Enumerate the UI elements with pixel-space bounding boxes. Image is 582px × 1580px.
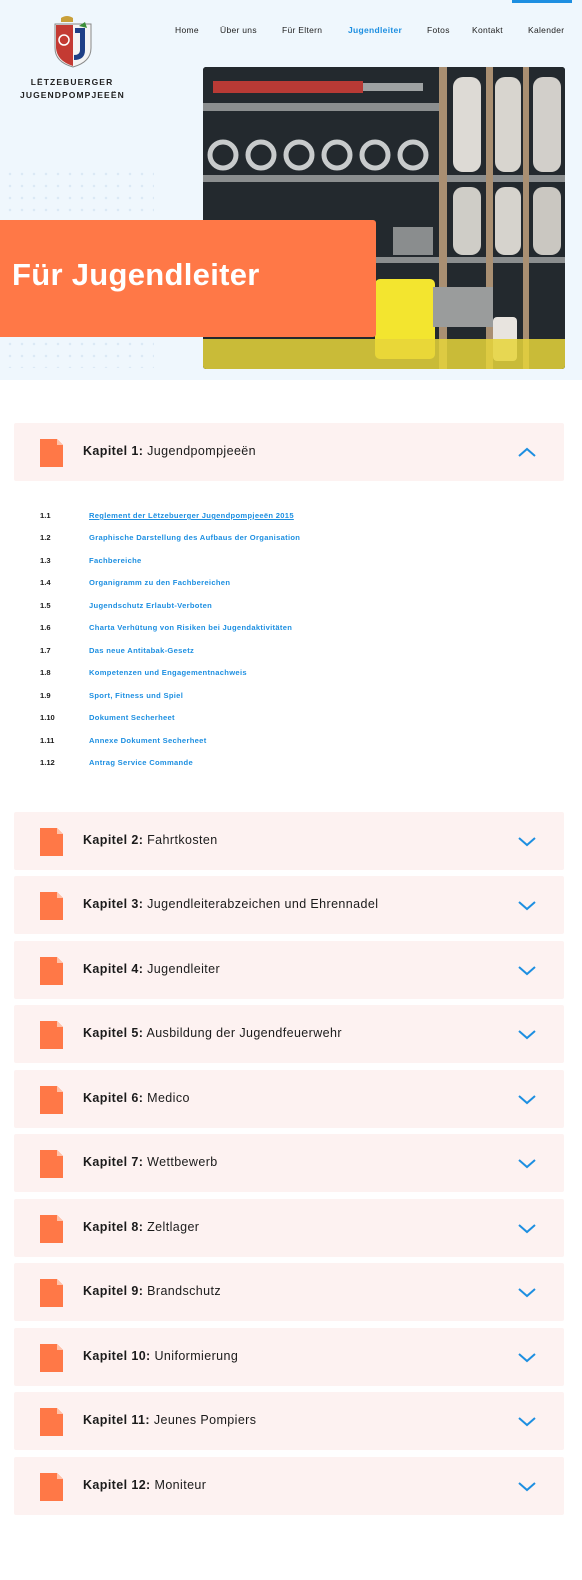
logo-text-line1: LËTZEBUERGER — [30, 77, 114, 87]
document-link[interactable]: Charta Verhütung von Risiken bei Jugendaktivitäten — [89, 623, 293, 632]
main-nav — [164, 25, 582, 39]
chevron-down-icon[interactable] — [517, 1286, 537, 1298]
nav-item-kalender[interactable]: Kalender — [528, 25, 565, 35]
document-icon — [40, 1150, 63, 1178]
document-link[interactable]: Sport, Fitness und Spiel — [89, 691, 184, 700]
chapter-11-header[interactable] — [14, 1392, 564, 1450]
nav-item-kontakt[interactable]: Kontakt — [472, 25, 503, 35]
chapter-title: Kapitel 8: Zeltlager — [83, 1220, 200, 1234]
chapter-title: Kapitel 12: Moniteur — [83, 1478, 207, 1492]
chapter-title: Kapitel 1: Jugendpompjeeën — [83, 444, 257, 458]
list-item: 1.1 Reglement der Lëtzebuerger Jugendpompjeeën 2015 — [40, 511, 294, 520]
document-link[interactable]: Dokument Secherheet — [89, 713, 175, 722]
chevron-down-icon[interactable] — [517, 899, 537, 911]
list-item: 1.6 Charta Verhütung von Risiken bei Jugendaktivitäten — [40, 623, 293, 632]
chapter-4-header[interactable] — [14, 941, 564, 999]
chapter-title: Kapitel 2: Fahrtkosten — [83, 833, 218, 847]
decorative-dots — [4, 168, 154, 216]
chapter-6-header[interactable] — [14, 1070, 564, 1128]
nav-item-fotos[interactable]: Fotos — [427, 25, 450, 35]
chapter-5-header[interactable] — [14, 1005, 564, 1063]
chapter-2-header[interactable] — [14, 812, 564, 870]
nav-item-home[interactable]: Home — [175, 25, 199, 35]
list-item: 1.11 Annexe Dokument Secherheet — [40, 736, 207, 745]
document-link[interactable]: Jugendschutz Erlaubt-Verboten — [89, 601, 213, 610]
chapter-title: Kapitel 5: Ausbildung der Jugendfeuerwehr — [83, 1026, 342, 1040]
chapter-10-header[interactable] — [14, 1328, 564, 1386]
chapter-title: Kapitel 6: Medico — [83, 1091, 190, 1105]
chapter-9-header[interactable] — [14, 1263, 564, 1321]
chapter-12-header[interactable] — [14, 1457, 564, 1515]
list-item: 1.12 Antrag Service Commande — [40, 758, 193, 767]
chapter-3-header[interactable] — [14, 876, 564, 934]
document-link[interactable]: Organigramm zu den Fachbereichen — [89, 578, 231, 587]
document-icon — [40, 1279, 63, 1307]
logo-text-line2: JUGENDPOMPJEEËN — [20, 90, 125, 100]
list-item: 1.5 Jugendschutz Erlaubt-Verboten — [40, 601, 213, 610]
chevron-up-icon[interactable] — [517, 446, 537, 458]
document-icon — [40, 828, 63, 856]
chapter-title: Kapitel 9: Brandschutz — [83, 1284, 222, 1298]
document-link[interactable]: Antrag Service Commande — [89, 758, 193, 767]
list-item: 1.7 Das neue Antitabak-Gesetz — [40, 646, 195, 655]
document-link[interactable]: Annexe Dokument Secherheet — [89, 736, 207, 745]
chapter-1-header[interactable] — [14, 423, 564, 481]
chevron-down-icon[interactable] — [517, 964, 537, 976]
list-item: 1.9 Sport, Fitness und Spiel — [40, 691, 184, 700]
chevron-down-icon[interactable] — [517, 1028, 537, 1040]
document-link[interactable]: Kompetenzen und Engagementnachweis — [89, 668, 247, 677]
chapter-7-header[interactable] — [14, 1134, 564, 1192]
document-icon — [40, 957, 63, 985]
chevron-down-icon[interactable] — [517, 1351, 537, 1363]
list-item: 1.4 Organigramm zu den Fachbereichen — [40, 578, 231, 587]
document-icon — [40, 892, 63, 920]
list-item: 1.3 Fachbereiche — [40, 556, 142, 565]
hero-banner — [0, 220, 376, 337]
nav-item-jugendleiter[interactable]: Jugendleiter — [348, 25, 403, 35]
chevron-down-icon[interactable] — [517, 1157, 537, 1169]
list-item: 1.2 Graphische Darstellung des Aufbaus der Organisation — [40, 533, 301, 542]
page-title: Für Jugendleiter — [12, 257, 260, 292]
document-link[interactable]: Das neue Antitabak-Gesetz — [89, 646, 195, 655]
nav-item-fuer-eltern[interactable]: Für Eltern — [282, 25, 323, 35]
nav-item-ueber-uns[interactable]: Über uns — [220, 25, 257, 35]
chevron-down-icon[interactable] — [517, 1480, 537, 1492]
document-link[interactable]: Fachbereiche — [89, 556, 142, 565]
document-icon — [40, 1473, 63, 1501]
document-icon — [40, 439, 63, 467]
chevron-down-icon[interactable] — [517, 1222, 537, 1234]
document-icon — [40, 1408, 63, 1436]
document-icon — [40, 1215, 63, 1243]
list-item: 1.8 Kompetenzen und Engagementnachweis — [40, 668, 247, 677]
document-link[interactable]: Reglement der Lëtzebuerger Jugendpompjeeën 2015 — [89, 511, 294, 520]
chapter-title: Kapitel 7: Wettbewerb — [83, 1155, 218, 1169]
chapter-title: Kapitel 3: Jugendleiterabzeichen und Ehrennadel — [83, 897, 379, 911]
document-icon — [40, 1344, 63, 1372]
decorative-dots — [4, 338, 154, 368]
chapter-title: Kapitel 4: Jugendleiter — [83, 962, 221, 976]
document-icon — [40, 1021, 63, 1049]
chapter-title: Kapitel 10: Uniformierung — [83, 1349, 239, 1363]
document-link[interactable]: Graphische Darstellung des Aufbaus der Organisation — [89, 533, 301, 542]
chapter-8-header[interactable] — [14, 1199, 564, 1257]
nav-active-indicator — [512, 0, 572, 3]
chevron-down-icon[interactable] — [517, 1415, 537, 1427]
list-item: 1.10 Dokument Secherheet — [40, 713, 175, 722]
chapter-title: Kapitel 11: Jeunes Pompiers — [83, 1413, 257, 1427]
jugendpompjeeen-logo-icon — [53, 12, 93, 68]
document-icon — [40, 1086, 63, 1114]
chevron-down-icon[interactable] — [517, 1093, 537, 1105]
chevron-down-icon[interactable] — [517, 835, 537, 847]
